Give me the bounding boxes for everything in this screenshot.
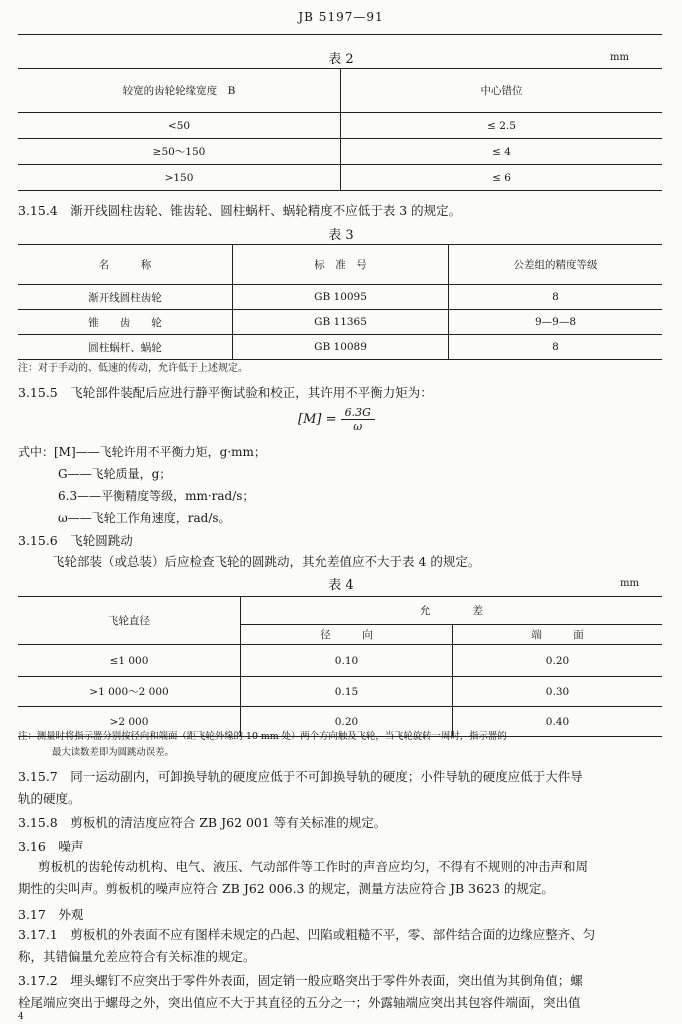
table4-subheader-face: 端 面 xyxy=(453,625,663,645)
page-number: 4 xyxy=(18,1012,24,1022)
table-cell: GB 10095 xyxy=(233,285,449,310)
clause-3-15-6-title: 3.15.6 飞轮圆跳动 xyxy=(18,533,133,548)
table-cell: 0.15 xyxy=(241,677,453,707)
table4-note-line2: 最大读数差即为圆跳动误差。 xyxy=(52,747,174,758)
table-cell: 0.20 xyxy=(241,707,453,737)
table-cell: 渐开线圆柱齿轮 xyxy=(18,285,233,310)
formula-numerator: 6.3G xyxy=(341,406,375,420)
clause-3-15-4: 3.15.4 渐开线圆柱齿轮、锥齿轮、圆柱蜗杆、蜗轮精度不应低于表 3 的规定。 xyxy=(18,203,462,218)
table4-note-line1: 注：测量时将指示器分别按径向和端面（距飞轮外缘的 10 mm 处）两个方向触及飞轮，当飞轮旋转一周时，指示器的 xyxy=(18,731,507,742)
formula-denominator: ω xyxy=(353,420,363,433)
table-cell: 0.30 xyxy=(453,677,663,707)
clause-3-16-line2: 期性的尖叫声。剪板机的噪声应符合 ZB J62 006.3 的规定，测量方法应符合 JB 3623 的规定。 xyxy=(18,881,554,896)
document-header: JB 5197—91 xyxy=(298,10,384,24)
table-row xyxy=(18,677,662,707)
header-rule xyxy=(18,34,662,35)
table-cell: 9—9—8 xyxy=(449,310,663,335)
table-cell: ≤1 000 xyxy=(18,645,241,677)
table-row xyxy=(18,645,662,677)
table-row xyxy=(18,285,662,310)
table2-caption: 表 2 xyxy=(328,52,354,67)
table-cell: ≤ 6 xyxy=(341,165,663,191)
clause-3-17-2-line2: 栓尾端应突出于螺母之外，突出值应不大于其直径的五分之一；外露轴端应突出其包容件端面，突出值 xyxy=(18,995,581,1010)
table3-header-cell: 名 称 xyxy=(18,245,233,285)
table-cell: 0.10 xyxy=(241,645,453,677)
table-cell: >1 000～2 000 xyxy=(18,677,241,707)
table2-header-cell: 中心错位 xyxy=(341,69,663,113)
clause-3-17-1-line2: 称，其错偏量允差应符合有关标准的规定。 xyxy=(18,949,256,964)
table-cell: 圆柱蜗杆、蜗轮 xyxy=(18,335,233,360)
table-cell: >2 000 xyxy=(18,707,241,737)
table-cell: 0.40 xyxy=(453,707,663,737)
table-row xyxy=(18,335,662,360)
clause-3-17-1-line1: 3.17.1 剪板机的外表面不应有图样未规定的凸起、凹陷或粗糙不平，零、部件结合面的边缘应整齐、匀 xyxy=(18,927,596,942)
table3-caption: 表 3 xyxy=(328,228,354,243)
table2-header-cell: 较宽的齿轮轮缘宽度 B xyxy=(18,69,341,113)
clause-3-17-2-line1: 3.17.2 埋头螺钉不应突出于零件外表面，固定销一般应略突出于零件外表面，突出值为其倒角值；螺 xyxy=(18,973,583,988)
table-cell: <50 xyxy=(18,113,341,139)
table2-unit: mm xyxy=(610,52,629,63)
table3-header-cell: 公差组的精度等级 xyxy=(449,245,663,285)
clause-3-15-7-line2: 轨的硬度。 xyxy=(18,791,81,806)
table-row xyxy=(18,113,662,139)
clause-3-17-title: 3.17 外观 xyxy=(18,907,84,922)
definition-line: ω——飞轮工作角速度，rad/s。 xyxy=(58,511,231,525)
clause-3-15-8: 3.15.8 剪板机的清洁度应符合 ZB J62 001 等有关标准的规定。 xyxy=(18,815,387,830)
table-cell: 锥 齿 轮 xyxy=(18,310,233,335)
definition-line: 6.3——平衡精度等级，mm·rad/s； xyxy=(58,489,255,503)
table-cell: ≤ 2.5 xyxy=(341,113,663,139)
clause-3-16-title: 3.16 噪声 xyxy=(18,839,84,854)
formula xyxy=(298,406,375,433)
table4-subheader-radial: 径 向 xyxy=(241,625,453,645)
table4-header-diameter: 飞轮直径 xyxy=(18,597,241,645)
table4 xyxy=(18,596,662,737)
table4-caption: 表 4 xyxy=(328,578,354,593)
clause-3-15-6-text: 飞轮部装（或总装）后应检查飞轮的圆跳动，其允差值应不大于表 4 的规定。 xyxy=(52,554,481,569)
formula-lhs: [M] = xyxy=(298,412,337,427)
table-row xyxy=(18,310,662,335)
table2 xyxy=(18,68,662,191)
table3 xyxy=(18,244,662,360)
table-cell: >150 xyxy=(18,165,341,191)
definition-line: G——飞轮质量，g； xyxy=(58,467,172,481)
table3-note: 注：对于手动的、低速的传动，允许低于上述规定。 xyxy=(18,363,248,374)
clause-3-16-line1: 剪板机的齿轮传动机构、电气、液压、气动部件等工作时的声音应均匀，不得有不规则的冲击声和周 xyxy=(38,859,589,874)
clause-3-15-7-line1: 3.15.7 同一运动副内，可卸换导轨的硬度应低于不可卸换导轨的硬度；小件导轨的硬度应低于大件导 xyxy=(18,769,583,784)
table-cell: ≥50～150 xyxy=(18,139,341,165)
table-cell: 0.20 xyxy=(453,645,663,677)
table4-unit: mm xyxy=(620,578,639,589)
clause-3-15-5: 3.15.5 飞轮部件装配后应进行静平衡试验和校正，其许用不平衡力矩为： xyxy=(18,385,433,400)
table-cell: GB 11365 xyxy=(233,310,449,335)
table-row xyxy=(18,139,662,165)
table4-header-tolerance: 允 差 xyxy=(241,597,663,625)
table-cell: ≤ 4 xyxy=(341,139,663,165)
table-cell: 8 xyxy=(449,285,663,310)
table-cell: GB 10089 xyxy=(233,335,449,360)
table-row xyxy=(18,165,662,191)
table-cell: 8 xyxy=(449,335,663,360)
definition-line: 式中：[M]——飞轮许用不平衡力矩，g·mm； xyxy=(18,445,266,459)
table3-header-cell: 标 准 号 xyxy=(233,245,449,285)
formula-fraction xyxy=(341,406,375,433)
